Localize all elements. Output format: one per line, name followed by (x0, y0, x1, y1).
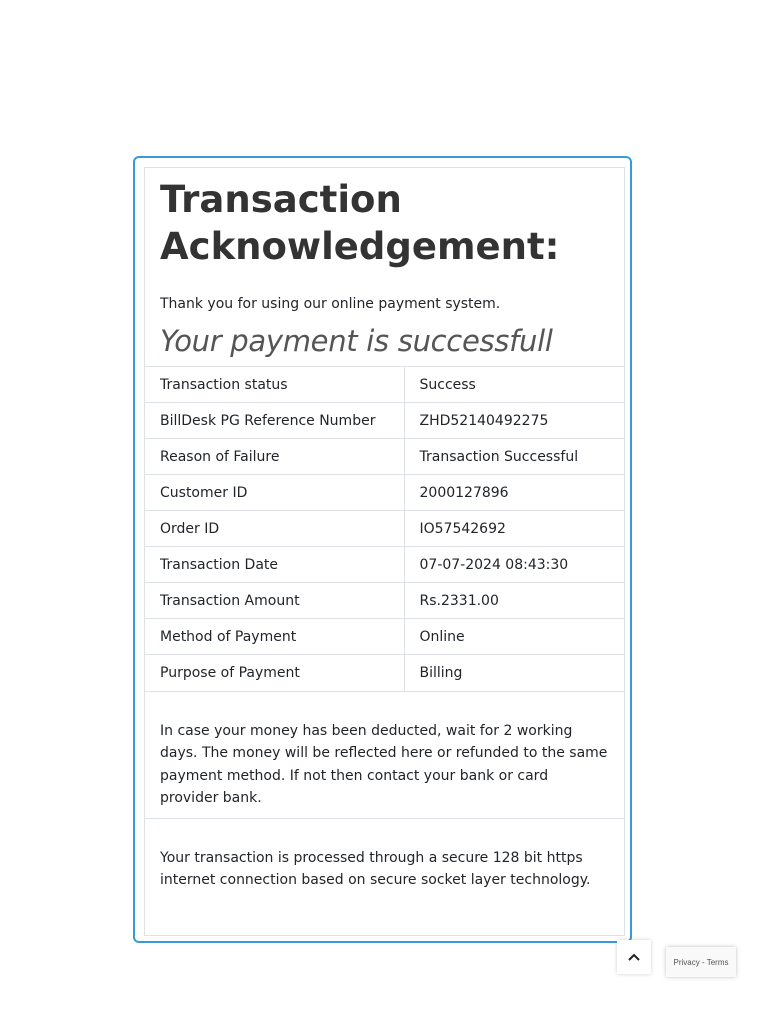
table-row (145, 367, 624, 403)
detail-label: Transaction Amount (145, 583, 404, 619)
detail-value: 07-07-2024 08:43:30 (404, 547, 624, 583)
recaptcha-badge[interactable] (666, 947, 736, 977)
detail-label: Method of Payment (145, 619, 404, 655)
detail-value: ZHD52140492275 (404, 403, 624, 439)
table-row (145, 403, 624, 439)
chevron-up-icon (627, 952, 641, 962)
detail-value: Transaction Successful (404, 439, 624, 475)
table-row (145, 475, 624, 511)
detail-label: Transaction Date (145, 547, 404, 583)
page-title: Transaction Acknowledgement: (160, 178, 560, 268)
table-row (145, 439, 624, 475)
detail-label: Transaction status (145, 367, 404, 403)
detail-label: Purpose of Payment (145, 655, 404, 691)
thanks-text: Thank you for using our online payment system. (160, 296, 501, 312)
detail-label: BillDesk PG Reference Number (145, 403, 404, 439)
detail-value: IO57542692 (404, 511, 624, 547)
scroll-to-top-button[interactable] (617, 940, 651, 974)
table-row (145, 511, 624, 547)
detail-value: Success (404, 367, 624, 403)
transaction-details-table (145, 366, 624, 691)
detail-label: Reason of Failure (145, 439, 404, 475)
security-note: Your transaction is processed through a secure 128 bit https internet connection based on secure socket layer technology. (145, 818, 624, 900)
table-row (145, 547, 624, 583)
detail-label: Order ID (145, 511, 404, 547)
table-row (145, 655, 624, 691)
detail-value: 2000127896 (404, 475, 624, 511)
table-row (145, 583, 624, 619)
success-message: Your payment is successfull (160, 324, 553, 358)
table-row (145, 619, 624, 655)
deduction-note: In case your money has been deducted, wait for 2 working days. The money will be reflected here or refunded to the same payment method. If not then contact your bank or card provider bank. (145, 691, 624, 818)
detail-value: Billing (404, 655, 624, 691)
recaptcha-label: Privacy - Terms (673, 957, 729, 967)
detail-value: Rs.2331.00 (404, 583, 624, 619)
detail-value: Online (404, 619, 624, 655)
detail-label: Customer ID (145, 475, 404, 511)
acknowledgement-card (133, 156, 632, 943)
acknowledgement-inner-card (144, 167, 625, 936)
